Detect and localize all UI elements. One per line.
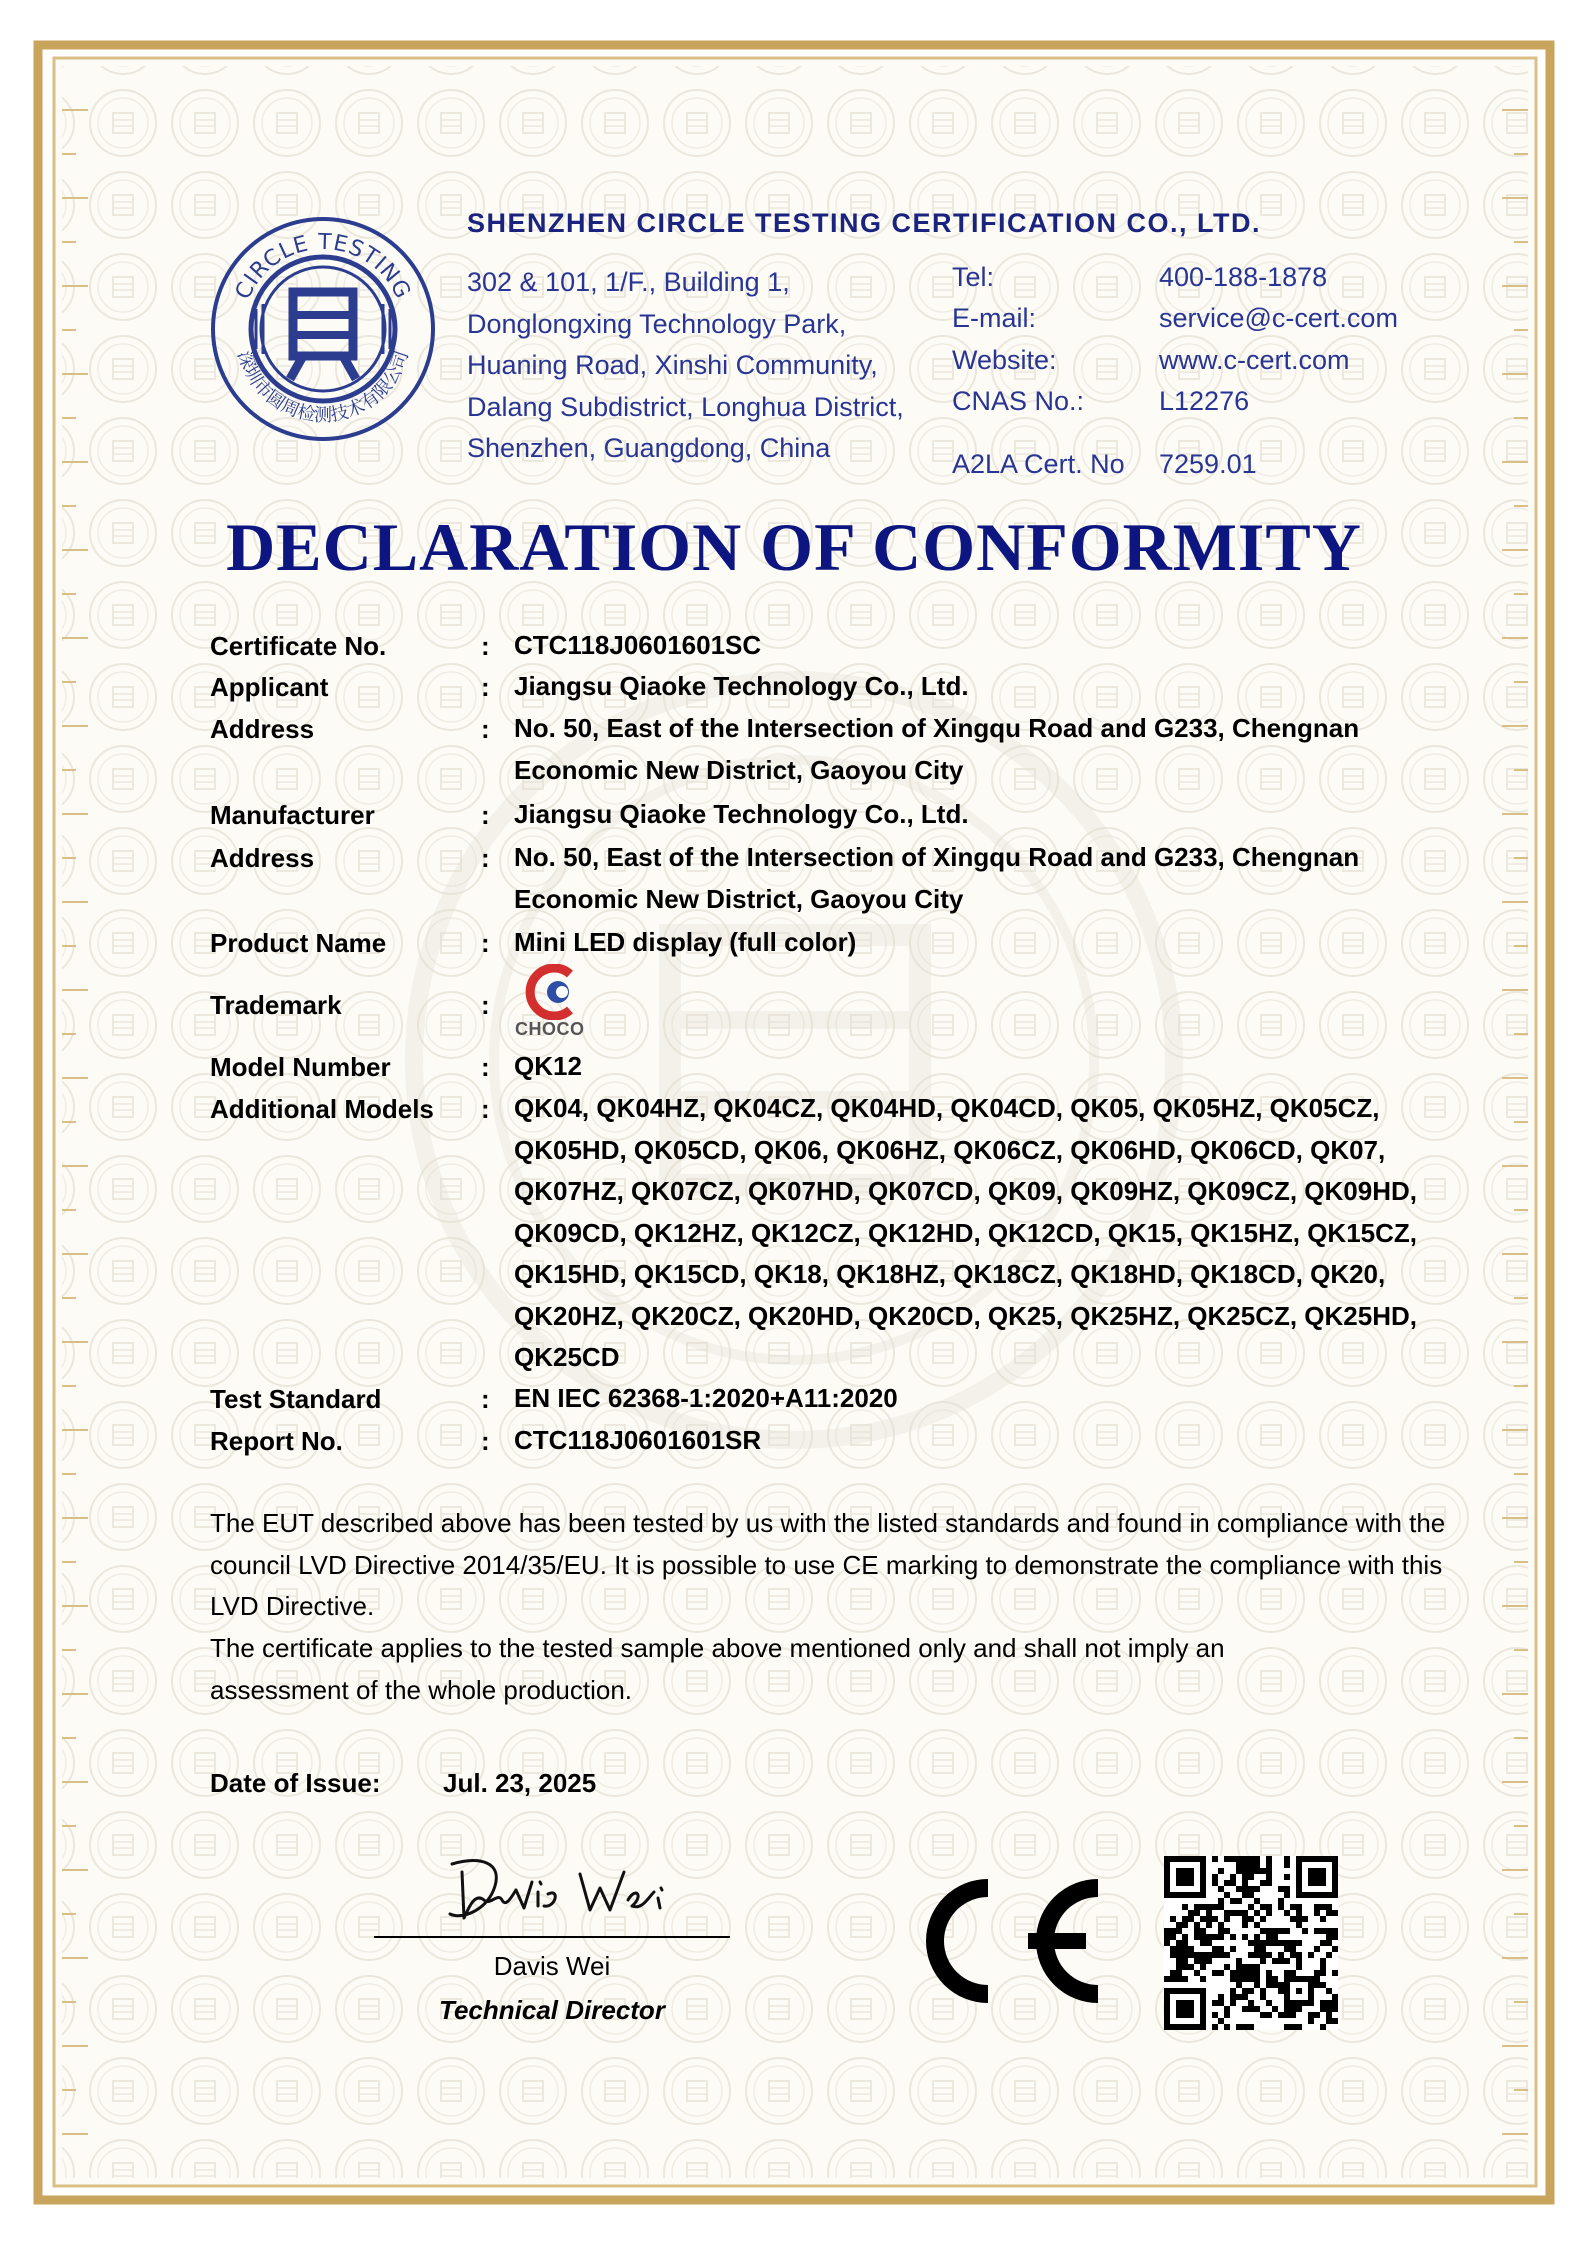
a2la-value: 7259.01 [1159,449,1257,479]
applicant-address-label: Address [210,714,315,744]
address-line: Dalang Subdistrict, Longhua District, [467,391,904,422]
company-name: SHENZHEN CIRCLE TESTING CERTIFICATION CO., LTD. [467,208,1261,238]
website-label: Website: [952,345,1057,375]
additional-models-value: QK04, QK04HZ, QK04CZ, QK04HD, QK04CD, QK05, QK05HZ, QK05CZ, QK05HD, QK05CD, QK06, QK06HZ, QK06CZ, QK06HD, QK06CD, QK07, QK07HZ, QK07CZ, QK07HD, QK07CD, QK09, QK09HZ, QK09CZ, QK09HD, QK09CD, QK12HZ, QK12CZ, QK12HD, QK12CD, QK15, QK15HZ, QK15CZ, QK15HD, QK15CD, QK18, QK18HZ, QK18CZ, QK18HD, QK18CD, QK20, QK20HZ, QK20CZ, QK20HD, QK20CD, QK25, QK25HZ, QK25CZ, QK25HD, QK25CD [514,1093,1418,1372]
date-of-issue-label: Date of Issue: [210,1768,381,1798]
qr-code-icon [1164,1856,1338,2030]
colon: : [481,1426,490,1456]
colon: : [481,714,490,744]
certificate-no-value: CTC118J0601601SC [514,630,762,660]
email-label: E-mail: [952,303,1037,333]
address-line: Shenzhen, Guangdong, China [467,433,831,463]
tel-value: 400-188-1878 [1159,262,1328,292]
document-title: DECLARATION OF CONFORMITY [226,509,1362,585]
company-address [467,262,937,470]
manufacturer-address-value: No. 50, East of the Intersection of Xingqu Road and G233, Chengnan Economic New District, Gaoyou City [514,842,1360,914]
colon: : [481,1384,490,1414]
colon: : [481,928,490,958]
cnas-label: CNAS No.: [952,386,1085,416]
statement-paragraph: The certificate applies to the tested sample above mentioned only and shall not imply an assessment of the whole production. [210,1633,1225,1705]
email-value: service@c-cert.com [1159,303,1398,333]
seal-text-top: CIRCLE TESTING [230,229,416,304]
model-number-value: QK12 [514,1051,582,1081]
colon: : [481,672,490,702]
cnas-value: L12276 [1159,386,1250,416]
tel-label: Tel: [952,262,995,292]
report-no-value: CTC118J0601601SR [514,1425,762,1455]
trademark-logo-text: CHOCO [515,1019,585,1039]
statement-paragraph: The EUT described above has been tested by us with the listed standards and found in compliance with the council LVD Directive 2014/35/EU. It is possible to use CE marking to demonstrate the compliance with this LVD Directive. [210,1508,1446,1621]
applicant-label: Applicant [210,672,329,702]
manufacturer-value: Jiangsu Qiaoke Technology Co., Ltd. [514,799,969,829]
additional-models-label: Additional Models [210,1094,434,1124]
company-seal-logo [208,214,438,444]
date-of-issue-value: Jul. 23, 2025 [443,1768,597,1798]
manufacturer-label: Manufacturer [210,800,375,830]
signature-line [374,1936,730,1938]
report-no-label: Report No. [210,1426,343,1456]
applicant-address-value: No. 50, East of the Intersection of Xingqu Road and G233, Chengnan Economic New District, Gaoyou City [514,713,1360,785]
colon: : [481,631,490,661]
address-line: 302 & 101, 1/F., Building 1, [467,267,790,297]
colon: : [481,843,490,873]
signatory-name: Davis Wei [493,1951,611,1981]
colon: : [481,1052,490,1082]
test-standard-value: EN IEC 62368-1:2020+A11:2020 [514,1383,898,1413]
test-standard-label: Test Standard [210,1384,382,1414]
colon: : [481,990,490,1020]
trademark-label: Trademark [210,990,342,1020]
seal-text-bottom: 深圳市圆周检测技术有限公司 [232,348,414,426]
manufacturer-address-label: Address [210,843,315,873]
website-value: www.c-cert.com [1159,345,1350,375]
model-number-label: Model Number [210,1052,391,1082]
colon: : [481,1094,490,1124]
signature-image [440,1852,670,1934]
product-name-value: Mini LED display (full color) [514,927,857,957]
ce-mark-icon [902,1872,1112,2010]
address-line: Huaning Road, Xinshi Community, [467,350,878,380]
a2la-label: A2LA Cert. No [952,449,1125,479]
signatory-title: Technical Director [439,1995,665,2025]
applicant-value: Jiangsu Qiaoke Technology Co., Ltd. [514,671,969,701]
trademark-logo-icon [524,964,586,1020]
address-line: Donglongxing Technology Park, [467,308,847,339]
product-name-label: Product Name [210,928,387,958]
certificate-no-label: Certificate No. [210,631,387,661]
colon: : [481,800,490,830]
